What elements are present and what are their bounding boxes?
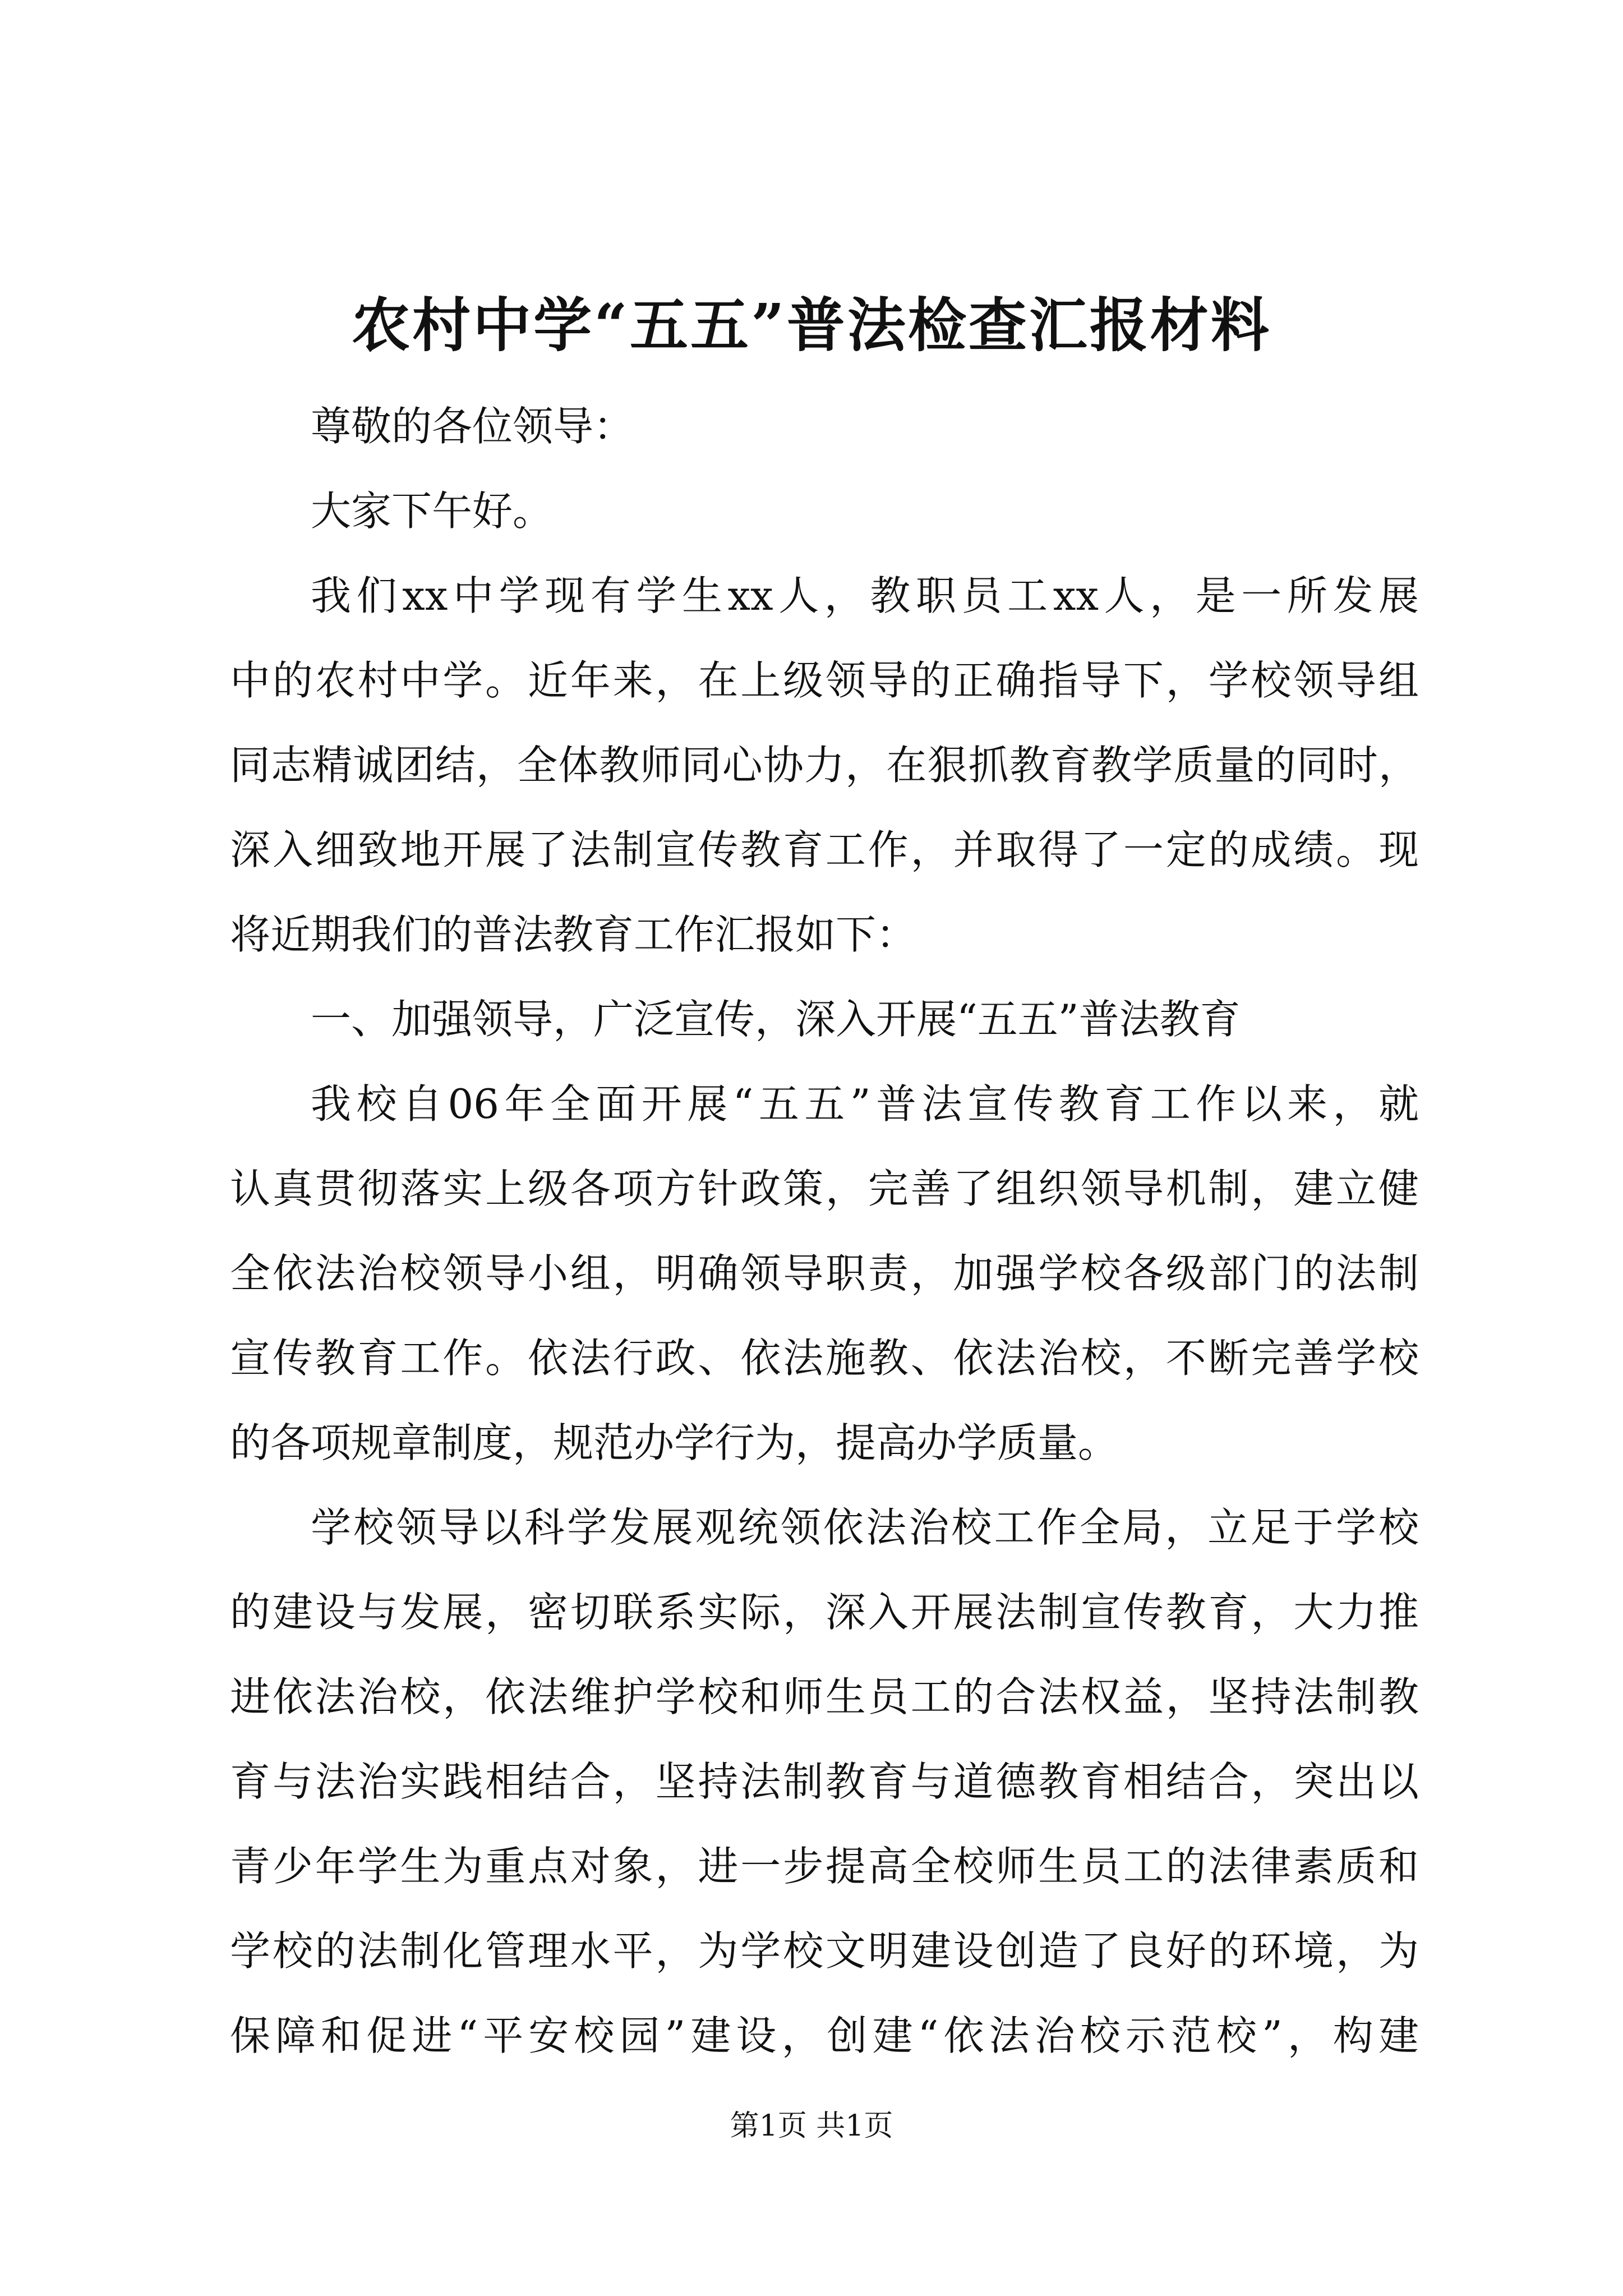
paragraph-line: 中的农村中学。近年来，在上级领导的正确指导下，学校领导组 — [230, 657, 1419, 704]
page-footer: 第1页 共1页 — [730, 2109, 893, 2143]
paragraph-line: 我校自06年全面开展“五五”普法宣传教育工作以来，就 — [311, 1080, 1419, 1128]
salutation-line: 尊敬的各位领导： — [311, 403, 634, 450]
paragraph-line: 育与法治实践相结合，坚持法制教育与道德教育相结合，突出以 — [230, 1758, 1419, 1805]
paragraph-line: 宣传教育工作。依法行政、依法施教、依法治校，不断完善学校 — [230, 1335, 1419, 1382]
document-body — [230, 384, 1419, 2078]
paragraph-line: 的建设与发展，密切联系实际，深入开展法制宣传教育，大力推 — [230, 1589, 1419, 1636]
paragraph-line: 全依法治校领导小组，明确领导职责，加强学校各级部门的法制 — [230, 1250, 1419, 1297]
paragraph-line: 深入细致地开展了法制宣传教育工作，并取得了一定的成绩。现 — [230, 826, 1419, 873]
paragraph-line: 保障和促进“平安校园”建设，创建“依法治校示范校”，构建 — [230, 2012, 1419, 2059]
paragraph-line: 的各项规章制度，规范办学行为，提高办学质量。 — [230, 1419, 1119, 1466]
document-title: 农村中学“五五”普法检查汇报材料 — [352, 291, 1271, 360]
paragraph-line: 我们xx中学现有学生xx人，教职员工xx人，是一所发展 — [311, 572, 1419, 619]
paragraph-line: 同志精诚团结，全体教师同心协力，在狠抓教育教学质量的同时， — [230, 742, 1419, 789]
paragraph-line: 将近期我们的普法教育工作汇报如下： — [230, 911, 917, 958]
paragraph-line: 认真贯彻落实上级各项方针政策，完善了组织领导机制，建立健 — [230, 1165, 1419, 1212]
greeting-line: 大家下午好。 — [311, 487, 554, 535]
paragraph-line: 学校领导以科学发展观统领依法治校工作全局，立足于学校 — [311, 1504, 1419, 1551]
paragraph-line: 学校的法制化管理水平，为学校文明建设创造了良好的环境，为 — [230, 1927, 1419, 1975]
paragraph-line: 进依法治校，依法维护学校和师生员工的合法权益，坚持法制教 — [230, 1673, 1419, 1720]
paragraph-line: 青少年学生为重点对象，进一步提高全校师生员工的法律素质和 — [230, 1843, 1419, 1890]
section-heading: 一、加强领导，广泛宣传，深入开展“五五”普法教育 — [311, 996, 1241, 1043]
